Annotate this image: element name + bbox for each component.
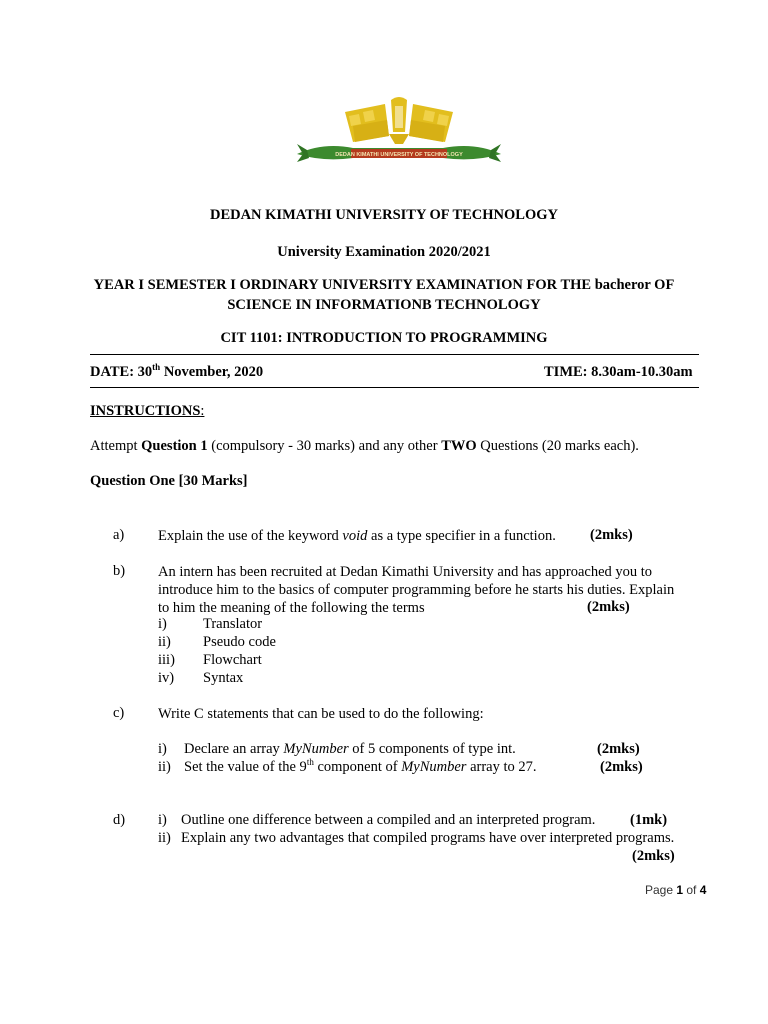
question-c-ii-num: ii) [158, 759, 171, 775]
question-b-label: b) [113, 563, 126, 579]
course-title: CIT 1101: INTRODUCTION TO PROGRAMMING [220, 330, 548, 346]
list-item-num: i) [158, 616, 167, 632]
exam-title: University Examination 2020/2021 [277, 244, 491, 260]
date-sup: th [152, 362, 161, 373]
footer-page-num: 1 [676, 883, 684, 897]
question-d-i-text: Outline one difference between a compiled and an interpreted program. [181, 812, 596, 828]
question-one-heading: Question One [30 Marks] [90, 473, 248, 489]
qc-ii-t2: component of [313, 759, 402, 775]
instr-t3: Questions (20 marks each). [476, 438, 639, 454]
list-item-num: ii) [158, 634, 171, 650]
footer-page-total: 4 [699, 883, 707, 897]
qc-ii-italic: MyNumber [401, 759, 467, 775]
question-d-i-num: i) [158, 812, 167, 828]
qc-i-italic: MyNumber [283, 741, 349, 757]
question-d-label: d) [113, 812, 126, 828]
list-item-text: Flowchart [203, 652, 262, 668]
top-divider [90, 354, 699, 355]
question-c-ii-marks: (2mks) [600, 759, 643, 775]
qc-ii-t3: array to 27. [466, 759, 537, 775]
program-line-2: SCIENCE IN INFORMATIONB TECHNOLOGY [227, 297, 541, 313]
question-c-label: c) [113, 705, 125, 721]
question-c-intro: Write C statements that can be used to do the following: [158, 706, 484, 722]
question-d-i-marks: (1mk) [630, 812, 668, 828]
page-number [645, 883, 706, 897]
qa-t1: Explain the use of the keyword [158, 528, 343, 544]
bottom-divider [90, 387, 699, 388]
instructions-text [90, 438, 639, 455]
question-d-ii-marks: (2mks) [632, 848, 675, 864]
list-item-text: Translator [203, 616, 263, 632]
question-c-i-text [184, 741, 516, 758]
question-a-marks: (2mks) [590, 527, 633, 543]
footer-of-word: of [683, 883, 700, 897]
exam-time: TIME: 8.30am-10.30am [544, 364, 693, 380]
qc-ii-t1: Set the value of the 9 [184, 759, 307, 775]
university-name: DEDAN KIMATHI UNIVERSITY OF TECHNOLOGY [209, 207, 559, 223]
university-logo [293, 96, 505, 172]
question-c-i-num: i) [158, 741, 167, 757]
qc-i-t2: of 5 components of type int. [348, 741, 516, 757]
list-item-text: Pseudo code [203, 634, 276, 650]
date-suffix: November, 2020 [160, 364, 264, 380]
qa-t2: as a type specifier in a function. [367, 528, 556, 544]
instructions-colon: : [200, 403, 205, 419]
qc-i-t1: Declare an array [184, 741, 284, 757]
instr-b1: Question 1 [141, 438, 208, 454]
list-item-num: iii) [158, 652, 175, 668]
instr-t2: (compulsory - 30 marks) and any other [207, 438, 442, 454]
instr-b2: TWO [441, 438, 477, 454]
question-b-line-2: introduce him to the basics of computer programming before he starts his duties. Explain [158, 582, 675, 598]
instructions-heading [90, 403, 204, 420]
question-a-label: a) [113, 527, 125, 543]
qa-italic: void [342, 528, 368, 544]
exam-date [90, 364, 263, 381]
question-d-ii-num: ii) [158, 830, 171, 846]
logo-banner-text: DEDAN KIMATHI UNIVERSITY OF TECHNOLOGY [335, 152, 463, 158]
list-item-num: iv) [158, 670, 175, 686]
date-prefix: DATE: 30 [90, 364, 153, 380]
list-item-text: Syntax [203, 670, 244, 686]
question-b-line-1: An intern has been recruited at Dedan Kimathi University and has approached you to [158, 564, 653, 580]
question-c-i-marks: (2mks) [597, 741, 640, 757]
instr-t1: Attempt [90, 438, 142, 454]
instructions-heading-text: INSTRUCTIONS [90, 403, 201, 419]
question-d-ii-text: Explain any two advantages that compiled programs have over interpreted programs. [181, 830, 675, 846]
footer-page-word: Page [645, 883, 677, 897]
question-b-marks: (2mks) [587, 599, 630, 615]
question-b-line-3: to him the meaning of the following the terms [158, 600, 425, 616]
question-c-ii-text [184, 759, 537, 776]
program-line-1: YEAR I SEMESTER I ORDINARY UNIVERSITY EXAMINATION FOR THE bacheror OF [93, 277, 675, 293]
qc-ii-sup: th [306, 757, 314, 768]
